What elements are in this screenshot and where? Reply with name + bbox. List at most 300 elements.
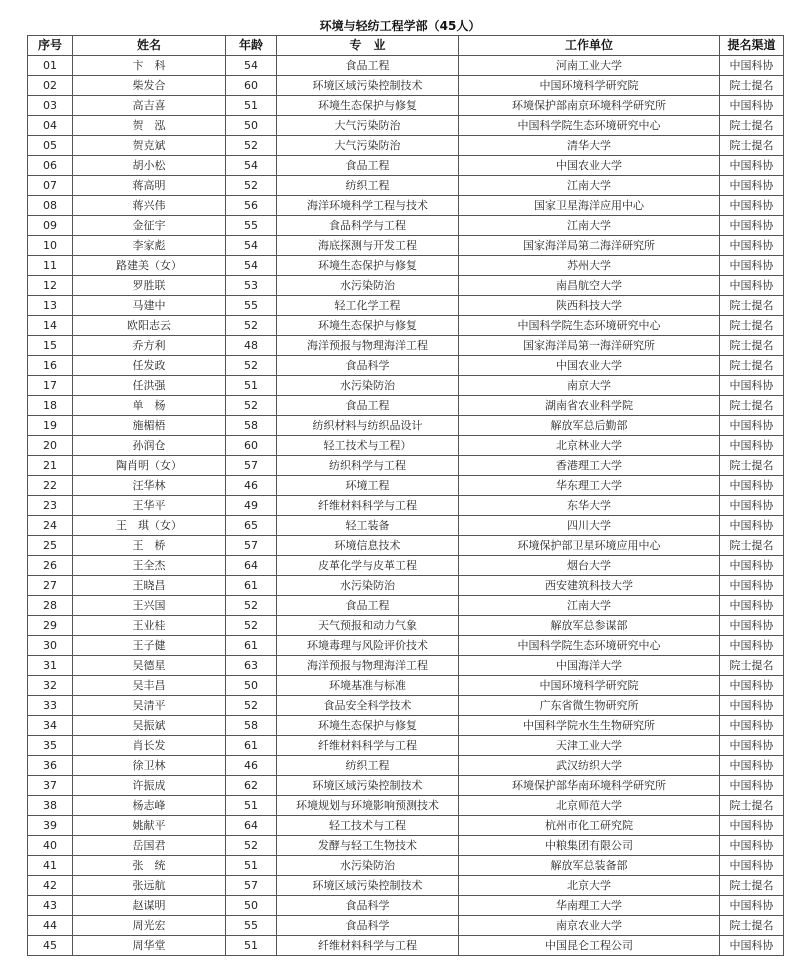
cell-index: 27: [28, 576, 73, 596]
cell-name: 姚献平: [73, 816, 226, 836]
cell-nomination-channel: 中国科协: [720, 496, 784, 516]
cell-name: 岳国君: [73, 836, 226, 856]
cell-name: 吴德星: [73, 656, 226, 676]
cell-major: 环境规划与环境影响预测技术: [277, 796, 459, 816]
cell-age: 54: [226, 156, 277, 176]
cell-name: 周光宏: [73, 916, 226, 936]
cell-nomination-channel: 中国科协: [720, 776, 784, 796]
cell-index: 02: [28, 76, 73, 96]
cell-major: 食品安全科学技术: [277, 696, 459, 716]
table-row: [28, 316, 784, 336]
cell-major: 环境工程: [277, 476, 459, 496]
cell-nomination-channel: 中国科协: [720, 636, 784, 656]
cell-name: 欧阳志云: [73, 316, 226, 336]
cell-index: 21: [28, 456, 73, 476]
cell-age: 50: [226, 676, 277, 696]
cell-major: 水污染防治: [277, 276, 459, 296]
cell-major: 水污染防治: [277, 856, 459, 876]
cell-name: 汪华林: [73, 476, 226, 496]
table-row: [28, 616, 784, 636]
cell-nomination-channel: 中国科协: [720, 596, 784, 616]
table-row: [28, 716, 784, 736]
cell-major: 天气预报和动力气象: [277, 616, 459, 636]
cell-nomination-channel: 中国科协: [720, 696, 784, 716]
cell-nomination-channel: 中国科协: [720, 56, 784, 76]
table-row: [28, 256, 784, 276]
table-row: [28, 336, 784, 356]
cell-name: 乔方利: [73, 336, 226, 356]
cell-employer: 西安建筑科技大学: [459, 576, 720, 596]
table-row: [28, 796, 784, 816]
cell-nomination-channel: 中国科协: [720, 236, 784, 256]
cell-index: 39: [28, 816, 73, 836]
cell-age: 53: [226, 276, 277, 296]
cell-nomination-channel: 中国科协: [720, 676, 784, 696]
cell-index: 10: [28, 236, 73, 256]
cell-major: 环境区域污染控制技术: [277, 776, 459, 796]
cell-major: 环境毒理与风险评价技术: [277, 636, 459, 656]
cell-age: 50: [226, 116, 277, 136]
cell-employer: 南京大学: [459, 376, 720, 396]
cell-index: 34: [28, 716, 73, 736]
cell-name: 柴发合: [73, 76, 226, 96]
cell-employer: 北京师范大学: [459, 796, 720, 816]
cell-name: 王 琪（女）: [73, 516, 226, 536]
table-row: [28, 676, 784, 696]
cell-index: 30: [28, 636, 73, 656]
cell-index: 45: [28, 936, 73, 956]
cell-index: 13: [28, 296, 73, 316]
cell-employer: 北京大学: [459, 876, 720, 896]
cell-major: 环境生态保护与修复: [277, 256, 459, 276]
table-row: [28, 176, 784, 196]
cell-major: 环境区域污染控制技术: [277, 876, 459, 896]
cell-nomination-channel: 中国科协: [720, 276, 784, 296]
cell-age: 58: [226, 416, 277, 436]
cell-name: 周华堂: [73, 936, 226, 956]
table-row: [28, 376, 784, 396]
cell-name: 张 统: [73, 856, 226, 876]
table-row: [28, 596, 784, 616]
cell-nomination-channel: 院士提名: [720, 876, 784, 896]
table-row: [28, 56, 784, 76]
cell-name: 孙润仓: [73, 436, 226, 456]
cell-index: 04: [28, 116, 73, 136]
cell-nomination-channel: 院士提名: [720, 796, 784, 816]
cell-age: 52: [226, 616, 277, 636]
cell-age: 51: [226, 936, 277, 956]
cell-employer: 中国科学院水生生物研究所: [459, 716, 720, 736]
cell-nomination-channel: 院士提名: [720, 456, 784, 476]
table-row: [28, 416, 784, 436]
cell-employer: 中国海洋大学: [459, 656, 720, 676]
cell-major: 纺织科学与工程: [277, 456, 459, 476]
cell-major: 海洋预报与物理海洋工程: [277, 336, 459, 356]
cell-age: 61: [226, 576, 277, 596]
cell-name: 王 桥: [73, 536, 226, 556]
cell-nomination-channel: 中国科协: [720, 156, 784, 176]
table-row: [28, 836, 784, 856]
table-row: [28, 556, 784, 576]
header-name: 姓名: [73, 36, 226, 56]
cell-major: 纺织工程: [277, 756, 459, 776]
cell-name: 路建美（女）: [73, 256, 226, 276]
cell-employer: 烟台大学: [459, 556, 720, 576]
cell-employer: 解放军总参谋部: [459, 616, 720, 636]
cell-age: 65: [226, 516, 277, 536]
cell-name: 吴振斌: [73, 716, 226, 736]
cell-nomination-channel: 院士提名: [720, 356, 784, 376]
cell-index: 19: [28, 416, 73, 436]
cell-age: 64: [226, 816, 277, 836]
cell-age: 52: [226, 596, 277, 616]
cell-employer: 南京农业大学: [459, 916, 720, 936]
cell-employer: 解放军总后勤部: [459, 416, 720, 436]
cell-index: 06: [28, 156, 73, 176]
cell-name: 贺 泓: [73, 116, 226, 136]
cell-index: 08: [28, 196, 73, 216]
cell-employer: 香港理工大学: [459, 456, 720, 476]
cell-age: 51: [226, 856, 277, 876]
cell-major: 环境生态保护与修复: [277, 716, 459, 736]
cell-age: 54: [226, 256, 277, 276]
cell-name: 徐卫林: [73, 756, 226, 776]
cell-major: 皮革化学与皮革工程: [277, 556, 459, 576]
cell-nomination-channel: 中国科协: [720, 716, 784, 736]
cell-major: 环境生态保护与修复: [277, 96, 459, 116]
cell-name: 蒋兴伟: [73, 196, 226, 216]
cell-employer: 华东理工大学: [459, 476, 720, 496]
table-row: [28, 436, 784, 456]
cell-index: 22: [28, 476, 73, 496]
cell-index: 40: [28, 836, 73, 856]
table-row: [28, 776, 784, 796]
cell-name: 单 杨: [73, 396, 226, 416]
cell-name: 王业桂: [73, 616, 226, 636]
cell-employer: 中国环境科学研究院: [459, 76, 720, 96]
cell-age: 55: [226, 296, 277, 316]
table-row: [28, 296, 784, 316]
table-row: [28, 136, 784, 156]
cell-major: 轻工化学工程: [277, 296, 459, 316]
cell-major: 轻工装备: [277, 516, 459, 536]
cell-major: 食品科学: [277, 356, 459, 376]
cell-employer: 中国农业大学: [459, 156, 720, 176]
table-row: [28, 736, 784, 756]
table-row: [28, 96, 784, 116]
cell-index: 35: [28, 736, 73, 756]
cell-major: 环境基准与标准: [277, 676, 459, 696]
cell-index: 26: [28, 556, 73, 576]
cell-major: 海底探测与开发工程: [277, 236, 459, 256]
cell-age: 52: [226, 396, 277, 416]
cell-name: 任发政: [73, 356, 226, 376]
cell-name: 王兴国: [73, 596, 226, 616]
cell-name: 李家彪: [73, 236, 226, 256]
cell-name: 张远航: [73, 876, 226, 896]
cell-nomination-channel: 中国科协: [720, 816, 784, 836]
cell-major: 纺织材料与纺织品设计: [277, 416, 459, 436]
cell-index: 42: [28, 876, 73, 896]
cell-nomination-channel: 院士提名: [720, 656, 784, 676]
cell-employer: 中国科学院生态环境研究中心: [459, 316, 720, 336]
cell-employer: 四川大学: [459, 516, 720, 536]
members-table: [27, 35, 784, 956]
cell-major: 食品科学: [277, 896, 459, 916]
cell-employer: 环境保护部南京环境科学研究所: [459, 96, 720, 116]
cell-nomination-channel: 中国科协: [720, 256, 784, 276]
cell-nomination-channel: 院士提名: [720, 396, 784, 416]
cell-nomination-channel: 院士提名: [720, 916, 784, 936]
cell-employer: 清华大学: [459, 136, 720, 156]
cell-major: 大气污染防治: [277, 136, 459, 156]
cell-nomination-channel: 中国科协: [720, 836, 784, 856]
cell-name: 贺克斌: [73, 136, 226, 156]
cell-name: 吴清平: [73, 696, 226, 716]
cell-nomination-channel: 院士提名: [720, 76, 784, 96]
cell-index: 37: [28, 776, 73, 796]
cell-major: 食品工程: [277, 156, 459, 176]
cell-nomination-channel: 中国科协: [720, 436, 784, 456]
cell-name: 肖长发: [73, 736, 226, 756]
cell-nomination-channel: 中国科协: [720, 856, 784, 876]
table-row: [28, 576, 784, 596]
cell-major: 发酵与轻工生物技术: [277, 836, 459, 856]
cell-major: 纤维材料科学与工程: [277, 936, 459, 956]
cell-age: 52: [226, 356, 277, 376]
cell-major: 水污染防治: [277, 576, 459, 596]
cell-name: 王晓昌: [73, 576, 226, 596]
cell-index: 33: [28, 696, 73, 716]
cell-name: 陶肖明（女）: [73, 456, 226, 476]
cell-age: 61: [226, 736, 277, 756]
cell-nomination-channel: 中国科协: [720, 556, 784, 576]
cell-age: 57: [226, 536, 277, 556]
cell-age: 51: [226, 376, 277, 396]
cell-age: 49: [226, 496, 277, 516]
cell-age: 63: [226, 656, 277, 676]
cell-nomination-channel: 中国科协: [720, 216, 784, 236]
table-row: [28, 196, 784, 216]
table-row: [28, 356, 784, 376]
cell-major: 食品科学与工程: [277, 216, 459, 236]
cell-nomination-channel: 院士提名: [720, 116, 784, 136]
cell-nomination-channel: 中国科协: [720, 616, 784, 636]
cell-employer: 陕西科技大学: [459, 296, 720, 316]
cell-nomination-channel: 中国科协: [720, 476, 784, 496]
header-employer: 工作单位: [459, 36, 720, 56]
table-row: [28, 516, 784, 536]
cell-name: 王子健: [73, 636, 226, 656]
cell-index: 01: [28, 56, 73, 76]
table-row: [28, 456, 784, 476]
cell-employer: 天津工业大学: [459, 736, 720, 756]
cell-index: 38: [28, 796, 73, 816]
table-row: [28, 216, 784, 236]
cell-name: 施楣梧: [73, 416, 226, 436]
header-age: 年龄: [226, 36, 277, 56]
cell-age: 50: [226, 896, 277, 916]
cell-index: 20: [28, 436, 73, 456]
table-row: [28, 476, 784, 496]
cell-name: 王全杰: [73, 556, 226, 576]
cell-age: 60: [226, 436, 277, 456]
cell-name: 马建中: [73, 296, 226, 316]
cell-age: 52: [226, 176, 277, 196]
cell-nomination-channel: 中国科协: [720, 196, 784, 216]
table-row: [28, 916, 784, 936]
cell-employer: 环境保护部华南环境科学研究所: [459, 776, 720, 796]
cell-major: 水污染防治: [277, 376, 459, 396]
cell-employer: 湖南省农业科学院: [459, 396, 720, 416]
cell-age: 52: [226, 316, 277, 336]
header-index: 序号: [28, 36, 73, 56]
header-nomination-channel: 提名渠道: [720, 36, 784, 56]
cell-nomination-channel: 中国科协: [720, 576, 784, 596]
table-row: [28, 756, 784, 776]
cell-nomination-channel: 院士提名: [720, 136, 784, 156]
cell-index: 11: [28, 256, 73, 276]
table-row: [28, 396, 784, 416]
cell-major: 纤维材料科学与工程: [277, 736, 459, 756]
cell-index: 36: [28, 756, 73, 776]
cell-employer: 华南理工大学: [459, 896, 720, 916]
table-row: [28, 816, 784, 836]
cell-age: 51: [226, 96, 277, 116]
cell-index: 32: [28, 676, 73, 696]
table-row: [28, 696, 784, 716]
table-row: [28, 636, 784, 656]
cell-employer: 武汉纺织大学: [459, 756, 720, 776]
cell-name: 赵谋明: [73, 896, 226, 916]
cell-index: 07: [28, 176, 73, 196]
cell-employer: 中国昆仑工程公司: [459, 936, 720, 956]
cell-nomination-channel: 中国科协: [720, 376, 784, 396]
cell-major: 环境区域污染控制技术: [277, 76, 459, 96]
cell-age: 56: [226, 196, 277, 216]
table-row: [28, 156, 784, 176]
cell-employer: 中国科学院生态环境研究中心: [459, 636, 720, 656]
cell-index: 23: [28, 496, 73, 516]
cell-major: 海洋环境科学工程与技术: [277, 196, 459, 216]
cell-name: 胡小松: [73, 156, 226, 176]
cell-age: 62: [226, 776, 277, 796]
table-row: [28, 536, 784, 556]
table-title: 环境与轻纺工程学部（45人）: [319, 19, 481, 33]
cell-age: 64: [226, 556, 277, 576]
cell-employer: 广东省微生物研究所: [459, 696, 720, 716]
cell-employer: 河南工业大学: [459, 56, 720, 76]
table-row: [28, 876, 784, 896]
cell-name: 高吉喜: [73, 96, 226, 116]
cell-age: 48: [226, 336, 277, 356]
cell-age: 52: [226, 836, 277, 856]
cell-nomination-channel: 中国科协: [720, 176, 784, 196]
cell-age: 55: [226, 216, 277, 236]
cell-name: 任洪强: [73, 376, 226, 396]
cell-index: 41: [28, 856, 73, 876]
cell-major: 轻工技术与工程）: [277, 436, 459, 456]
header-major: 专 业: [277, 36, 459, 56]
cell-index: 17: [28, 376, 73, 396]
table-row: [28, 656, 784, 676]
cell-nomination-channel: 中国科协: [720, 736, 784, 756]
cell-age: 52: [226, 136, 277, 156]
table-row: [28, 496, 784, 516]
cell-index: 43: [28, 896, 73, 916]
cell-employer: 解放军总装备部: [459, 856, 720, 876]
cell-employer: 中国环境科学研究院: [459, 676, 720, 696]
cell-age: 57: [226, 456, 277, 476]
cell-nomination-channel: 中国科协: [720, 516, 784, 536]
cell-employer: 江南大学: [459, 176, 720, 196]
table-row: [28, 236, 784, 256]
cell-age: 46: [226, 476, 277, 496]
table-header-row: [28, 36, 784, 56]
cell-index: 25: [28, 536, 73, 556]
cell-index: 31: [28, 656, 73, 676]
cell-age: 51: [226, 796, 277, 816]
cell-nomination-channel: 院士提名: [720, 296, 784, 316]
cell-major: 轻工技术与工程: [277, 816, 459, 836]
cell-age: 57: [226, 876, 277, 896]
cell-index: 18: [28, 396, 73, 416]
cell-age: 54: [226, 56, 277, 76]
cell-age: 60: [226, 76, 277, 96]
cell-employer: 江南大学: [459, 596, 720, 616]
cell-index: 09: [28, 216, 73, 236]
cell-employer: 苏州大学: [459, 256, 720, 276]
cell-age: 52: [226, 696, 277, 716]
cell-major: 食品工程: [277, 56, 459, 76]
cell-employer: 南昌航空大学: [459, 276, 720, 296]
cell-major: 纺织工程: [277, 176, 459, 196]
cell-employer: 国家海洋局第二海洋研究所: [459, 236, 720, 256]
table-row: [28, 76, 784, 96]
cell-employer: 江南大学: [459, 216, 720, 236]
cell-name: 蒋高明: [73, 176, 226, 196]
cell-employer: 杭州市化工研究院: [459, 816, 720, 836]
cell-index: 29: [28, 616, 73, 636]
cell-nomination-channel: 院士提名: [720, 336, 784, 356]
cell-index: 14: [28, 316, 73, 336]
cell-employer: 中国科学院生态环境研究中心: [459, 116, 720, 136]
cell-employer: 国家卫星海洋应用中心: [459, 196, 720, 216]
cell-index: 15: [28, 336, 73, 356]
cell-employer: 中粮集团有限公司: [459, 836, 720, 856]
cell-name: 罗胜联: [73, 276, 226, 296]
cell-nomination-channel: 院士提名: [720, 536, 784, 556]
cell-age: 58: [226, 716, 277, 736]
cell-major: 纤维材料科学与工程: [277, 496, 459, 516]
cell-nomination-channel: 中国科协: [720, 896, 784, 916]
table-row: [28, 856, 784, 876]
table-row: [28, 936, 784, 956]
cell-employer: 中国农业大学: [459, 356, 720, 376]
table-row: [28, 116, 784, 136]
cell-employer: 北京林业大学: [459, 436, 720, 456]
cell-nomination-channel: 中国科协: [720, 416, 784, 436]
cell-index: 05: [28, 136, 73, 156]
cell-name: 王华平: [73, 496, 226, 516]
table-row: [28, 276, 784, 296]
cell-name: 卞 科: [73, 56, 226, 76]
cell-age: 61: [226, 636, 277, 656]
cell-major: 食品工程: [277, 596, 459, 616]
table-row: [28, 896, 784, 916]
cell-employer: 国家海洋局第一海洋研究所: [459, 336, 720, 356]
cell-nomination-channel: 中国科协: [720, 756, 784, 776]
